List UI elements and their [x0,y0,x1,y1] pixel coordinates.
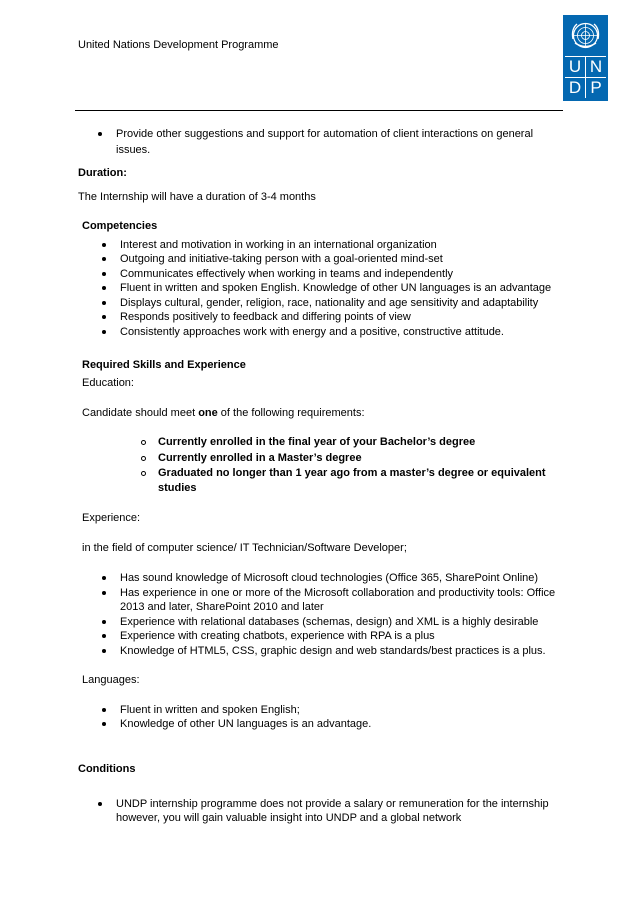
experience-item: Has experience in one or more of the Microsoft collaboration and productivity tools: Office [120,587,556,599]
bullet-icon [98,132,102,136]
bullet-icon [102,315,106,319]
bullet-icon [102,649,106,653]
requirements-intro-emphasis: one [198,407,218,419]
requirements-intro-text: Candidate should meet [82,407,199,419]
bullet-icon [102,243,106,247]
bullet-icon [102,591,106,595]
bullet-icon [102,257,106,261]
competency-item: Interest and motivation in working in an international organization [120,239,437,251]
experience-item: Has sound knowledge of Microsoft cloud technologies (Office 365, SharePoint Online) [120,572,539,584]
languages-label: Languages: [82,674,140,686]
competency-item: Communicates effectively when working in teams and independently [120,268,454,280]
competency-item: Responds positively to feedback and differing points of view [120,311,411,323]
bullet-icon [98,802,102,806]
experience-item-continued: 2013 and later, SharePoint 2010 and later [120,601,324,613]
bullet-icon [102,301,106,305]
competency-item: Outgoing and initiative-taking person with a goal-oriented mind-set [120,253,443,265]
requirements-intro [82,406,365,421]
bullet-icon [102,330,106,334]
experience-field: in the field of computer science/ IT Technician/Software Developer; [82,542,407,554]
requirements-intro-text: of the following requirements: [217,407,365,419]
experience-label: Experience: [82,512,141,524]
logo-letter: D [568,78,582,97]
sub-bullet-icon [141,456,146,461]
duration-heading: Duration: [78,167,127,179]
education-label: Education: [82,377,134,389]
skills-heading: Required Skills and Experience [82,359,246,371]
experience-item: Knowledge of HTML5, CSS, graphic design and web standards/best practices is a plus. [120,645,546,657]
requirement-item-continued: studies [158,482,197,494]
header-organization: United Nations Development Programme [78,39,279,51]
condition-item-continued: however, you will gain valuable insight into UNDP and a global network [116,812,462,824]
duration-text: The Internship will have a duration of 3-4 months [78,191,316,203]
competencies-heading: Competencies [82,220,158,232]
competency-item: Consistently approaches work with energy and a positive, constructive attitude. [120,326,504,338]
requirement-item: Currently enrolled in a Master’s degree [158,452,362,464]
competency-item: Fluent in written and spoken English. Knowledge of other UN languages is an advantage [120,282,552,294]
experience-item: Experience with relational databases (schemas, design) and XML is a highly desirable [120,616,539,628]
undp-logo [563,15,608,101]
logo-letter: P [590,78,602,97]
requirement-item: Graduated no longer than 1 year ago from a master’s degree or equivalent [158,467,546,479]
bullet-icon [102,286,106,290]
logo-letter: U [568,57,582,76]
bullet-text: Provide other suggestions and support for automation of client interactions on general [116,128,534,140]
requirement-item: Currently enrolled in the final year of your Bachelor’s degree [158,436,476,448]
sub-bullet-icon [141,471,146,476]
language-item: Knowledge of other UN languages is an advantage. [120,718,372,730]
sub-bullet-icon [141,440,146,445]
bullet-icon [102,620,106,624]
condition-item: UNDP internship programme does not provide a salary or remuneration for the internship [116,798,549,810]
bullet-text: issues. [116,144,151,156]
language-item: Fluent in written and spoken English; [120,704,300,716]
bullet-icon [102,708,106,712]
un-emblem-icon [569,19,602,52]
bullet-icon [102,576,106,580]
header-divider [75,110,563,111]
logo-letter: N [589,57,603,76]
competency-item: Displays cultural, gender, religion, race, nationality and age sensitivity and adaptability [120,297,539,309]
experience-item: Experience with creating chatbots, experience with RPA is a plus [120,630,435,642]
conditions-heading: Conditions [78,763,136,775]
bullet-icon [102,634,106,638]
bullet-icon [102,722,106,726]
bullet-icon [102,272,106,276]
